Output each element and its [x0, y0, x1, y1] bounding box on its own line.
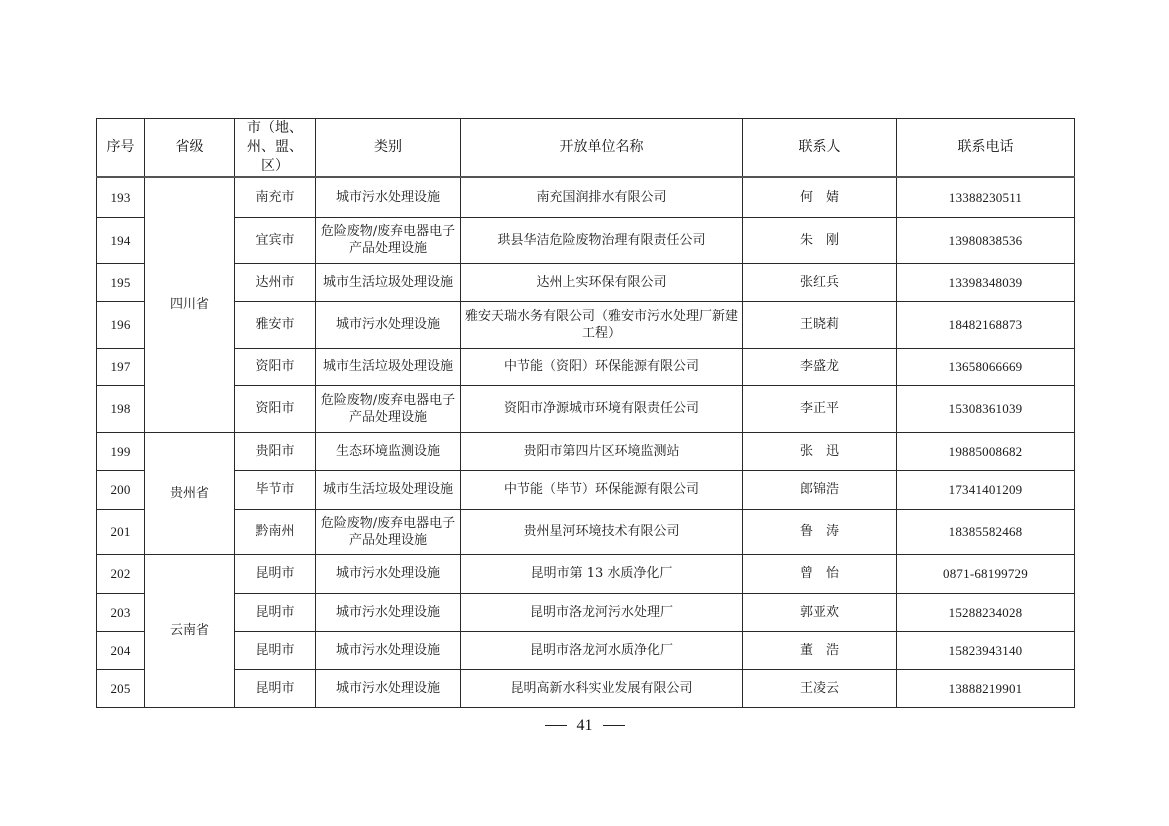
- row-contact: 何 婧: [743, 177, 897, 217]
- row-category: 城市污水处理设施: [316, 669, 461, 707]
- row-contact: 郎锦浩: [743, 470, 897, 509]
- row-index: 201: [97, 509, 145, 554]
- row-contact: 王凌云: [743, 669, 897, 707]
- table-row: [97, 177, 1075, 217]
- row-category: 城市污水处理设施: [316, 177, 461, 217]
- row-phone: 15823943140: [897, 631, 1075, 669]
- row-city: 昆明市: [235, 554, 316, 593]
- row-contact: 张红兵: [743, 263, 897, 301]
- row-category: 城市污水处理设施: [316, 631, 461, 669]
- row-unit-name: 昆明市第 13 水质净化厂: [461, 554, 743, 593]
- row-index: 202: [97, 554, 145, 593]
- table-row: [97, 348, 1075, 385]
- header-province: 省级: [145, 119, 235, 178]
- row-category: 危险废物/废弃电器电子产品处理设施: [316, 217, 461, 263]
- row-contact: 鲁 涛: [743, 509, 897, 554]
- row-index: 200: [97, 470, 145, 509]
- row-city: 毕节市: [235, 470, 316, 509]
- row-unit-name: 昆明高新水科实业发展有限公司: [461, 669, 743, 707]
- row-category: 危险废物/废弃电器电子产品处理设施: [316, 385, 461, 432]
- row-contact: 郭亚欢: [743, 593, 897, 631]
- row-unit-name: 中节能（毕节）环保能源有限公司: [461, 470, 743, 509]
- table-row: [97, 593, 1075, 631]
- table-row: [97, 385, 1075, 432]
- row-category: 城市污水处理设施: [316, 593, 461, 631]
- header-category: 类别: [316, 119, 461, 178]
- row-city: 南充市: [235, 177, 316, 217]
- row-category: 生态环境监测设施: [316, 432, 461, 470]
- row-city: 资阳市: [235, 348, 316, 385]
- row-index: 195: [97, 263, 145, 301]
- row-city: 宜宾市: [235, 217, 316, 263]
- dash-right-icon: [603, 725, 625, 726]
- row-unit-name: 贵州星河环境技术有限公司: [461, 509, 743, 554]
- row-unit-name: 珙县华洁危险废物治理有限责任公司: [461, 217, 743, 263]
- row-contact: 张 迅: [743, 432, 897, 470]
- row-contact: 李正平: [743, 385, 897, 432]
- row-index: 194: [97, 217, 145, 263]
- row-index: 198: [97, 385, 145, 432]
- row-phone: 17341401209: [897, 470, 1075, 509]
- table-row: [97, 301, 1075, 348]
- facility-table: [96, 118, 1075, 708]
- row-category: 城市污水处理设施: [316, 554, 461, 593]
- table-row: [97, 509, 1075, 554]
- row-phone: 13658066669: [897, 348, 1075, 385]
- row-city: 昆明市: [235, 631, 316, 669]
- row-phone: 13888219901: [897, 669, 1075, 707]
- table-row: [97, 554, 1075, 593]
- table-row: [97, 217, 1075, 263]
- page-number-footer: [0, 717, 1169, 735]
- row-index: 204: [97, 631, 145, 669]
- row-unit-name: 资阳市净源城市环境有限责任公司: [461, 385, 743, 432]
- row-index: 203: [97, 593, 145, 631]
- header-contact: 联系人: [743, 119, 897, 178]
- row-phone: 18385582468: [897, 509, 1075, 554]
- row-phone: 13980838536: [897, 217, 1075, 263]
- row-unit-name: 达州上实环保有限公司: [461, 263, 743, 301]
- table-row: [97, 263, 1075, 301]
- row-phone: 18482168873: [897, 301, 1075, 348]
- row-city: 昆明市: [235, 593, 316, 631]
- row-category: 城市生活垃圾处理设施: [316, 348, 461, 385]
- row-phone: 0871-68199729: [897, 554, 1075, 593]
- row-index: 197: [97, 348, 145, 385]
- header-index: 序号: [97, 119, 145, 178]
- row-phone: 19885008682: [897, 432, 1075, 470]
- row-category: 城市污水处理设施: [316, 301, 461, 348]
- row-city: 黔南州: [235, 509, 316, 554]
- header-unit-name: 开放单位名称: [461, 119, 743, 178]
- row-index: 205: [97, 669, 145, 707]
- row-index: 196: [97, 301, 145, 348]
- row-index: 199: [97, 432, 145, 470]
- header-city: 市（地、州、盟、区）: [235, 119, 316, 178]
- row-unit-name: 昆明市洛龙河污水处理厂: [461, 593, 743, 631]
- table-row: [97, 631, 1075, 669]
- row-phone: 15308361039: [897, 385, 1075, 432]
- row-unit-name: 雅安天瑞水务有限公司（雅安市污水处理厂新建工程）: [461, 301, 743, 348]
- row-index: 193: [97, 177, 145, 217]
- row-category: 城市生活垃圾处理设施: [316, 263, 461, 301]
- row-contact: 李盛龙: [743, 348, 897, 385]
- row-unit-name: 贵阳市第四片区环境监测站: [461, 432, 743, 470]
- table-row: [97, 432, 1075, 470]
- page-number: 41: [576, 717, 593, 734]
- row-category: 危险废物/废弃电器电子产品处理设施: [316, 509, 461, 554]
- row-city: 昆明市: [235, 669, 316, 707]
- row-city: 达州市: [235, 263, 316, 301]
- row-unit-name: 南充国润排水有限公司: [461, 177, 743, 217]
- row-phone: 15288234028: [897, 593, 1075, 631]
- row-city: 雅安市: [235, 301, 316, 348]
- row-contact: 董 浩: [743, 631, 897, 669]
- row-unit-name: 昆明市洛龙河水质净化厂: [461, 631, 743, 669]
- table-row: [97, 669, 1075, 707]
- row-unit-name: 中节能（资阳）环保能源有限公司: [461, 348, 743, 385]
- table-header-row: [97, 119, 1075, 178]
- province-cell-guizhou: 贵州省: [145, 432, 235, 554]
- row-city: 贵阳市: [235, 432, 316, 470]
- row-category: 城市生活垃圾处理设施: [316, 470, 461, 509]
- row-contact: 曾 怡: [743, 554, 897, 593]
- row-contact: 朱 刚: [743, 217, 897, 263]
- province-cell-yunnan: 云南省: [145, 554, 235, 707]
- row-phone: 13388230511: [897, 177, 1075, 217]
- header-phone: 联系电话: [897, 119, 1075, 178]
- row-city: 资阳市: [235, 385, 316, 432]
- table-row: [97, 470, 1075, 509]
- row-phone: 13398348039: [897, 263, 1075, 301]
- row-contact: 王晓莉: [743, 301, 897, 348]
- province-cell-sichuan: 四川省: [145, 177, 235, 432]
- dash-left-icon: [545, 725, 567, 726]
